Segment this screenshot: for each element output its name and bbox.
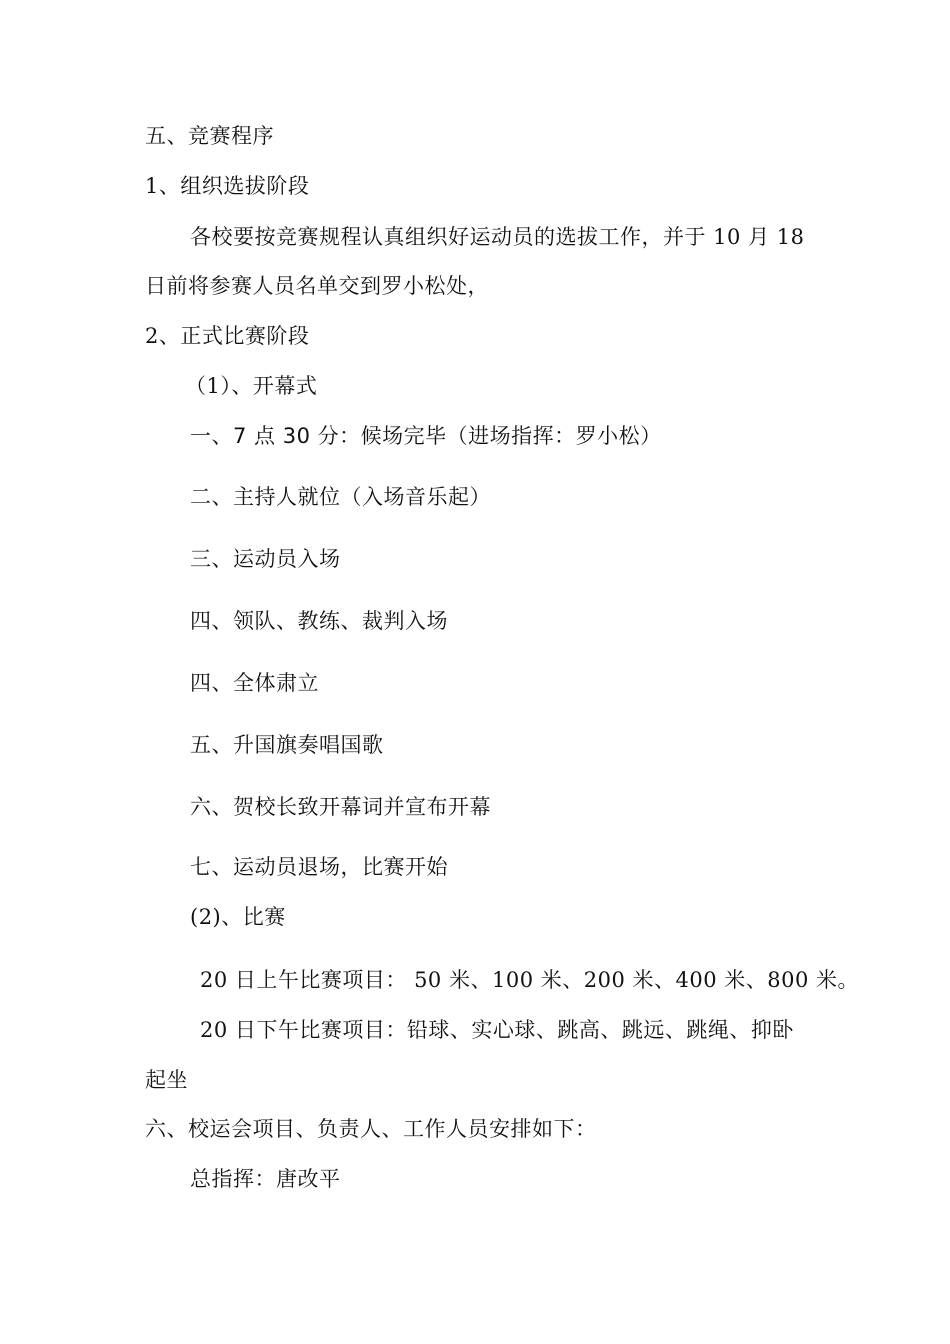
competition-heading: (2)、比赛 bbox=[190, 905, 286, 929]
opening-item-4: 四、领队、教练、裁判入场 bbox=[190, 609, 448, 633]
morning-events: 20 日上午比赛项目： 50 米、100 米、200 米、400 米、800 米。 bbox=[200, 968, 859, 992]
opening-item-1: 一、7 点 30 分：候场完毕（进场指挥：罗小松） bbox=[190, 424, 662, 448]
stage-heading-selection: 1、组织选拔阶段 bbox=[145, 174, 310, 198]
afternoon-events-line-1: 20 日下午比赛项目：铅球、实心球、跳高、跳远、跳绳、抑卧 bbox=[200, 1018, 794, 1042]
opening-item-6: 五、升国旗奏唱国歌 bbox=[190, 733, 384, 757]
chief-commander: 总指挥：唐改平 bbox=[190, 1167, 341, 1191]
stage-heading-formal-competition: 2、正式比赛阶段 bbox=[145, 324, 310, 348]
opening-ceremony-heading: （1）、开幕式 bbox=[185, 374, 318, 398]
section-heading-competition-procedure: 五、竞赛程序 bbox=[145, 124, 274, 148]
opening-item-3: 三、运动员入场 bbox=[190, 547, 341, 571]
selection-paragraph-line-2: 日前将参赛人员名单交到罗小松处， bbox=[145, 274, 489, 298]
afternoon-events-line-2: 起坐 bbox=[145, 1068, 188, 1092]
opening-item-5: 四、全体肃立 bbox=[190, 671, 319, 695]
opening-item-8: 七、运动员退场，比赛开始 bbox=[190, 855, 448, 879]
opening-item-7: 六、贺校长致开幕词并宣布开幕 bbox=[190, 795, 491, 819]
section-heading-staff-arrangement: 六、校运会项目、负责人、工作人员安排如下： bbox=[145, 1117, 597, 1141]
selection-paragraph-line-1: 各校要按竞赛规程认真组织好运动员的选拔工作，并于 10 月 18 bbox=[190, 225, 805, 249]
opening-item-2: 二、主持人就位（入场音乐起） bbox=[190, 485, 491, 509]
